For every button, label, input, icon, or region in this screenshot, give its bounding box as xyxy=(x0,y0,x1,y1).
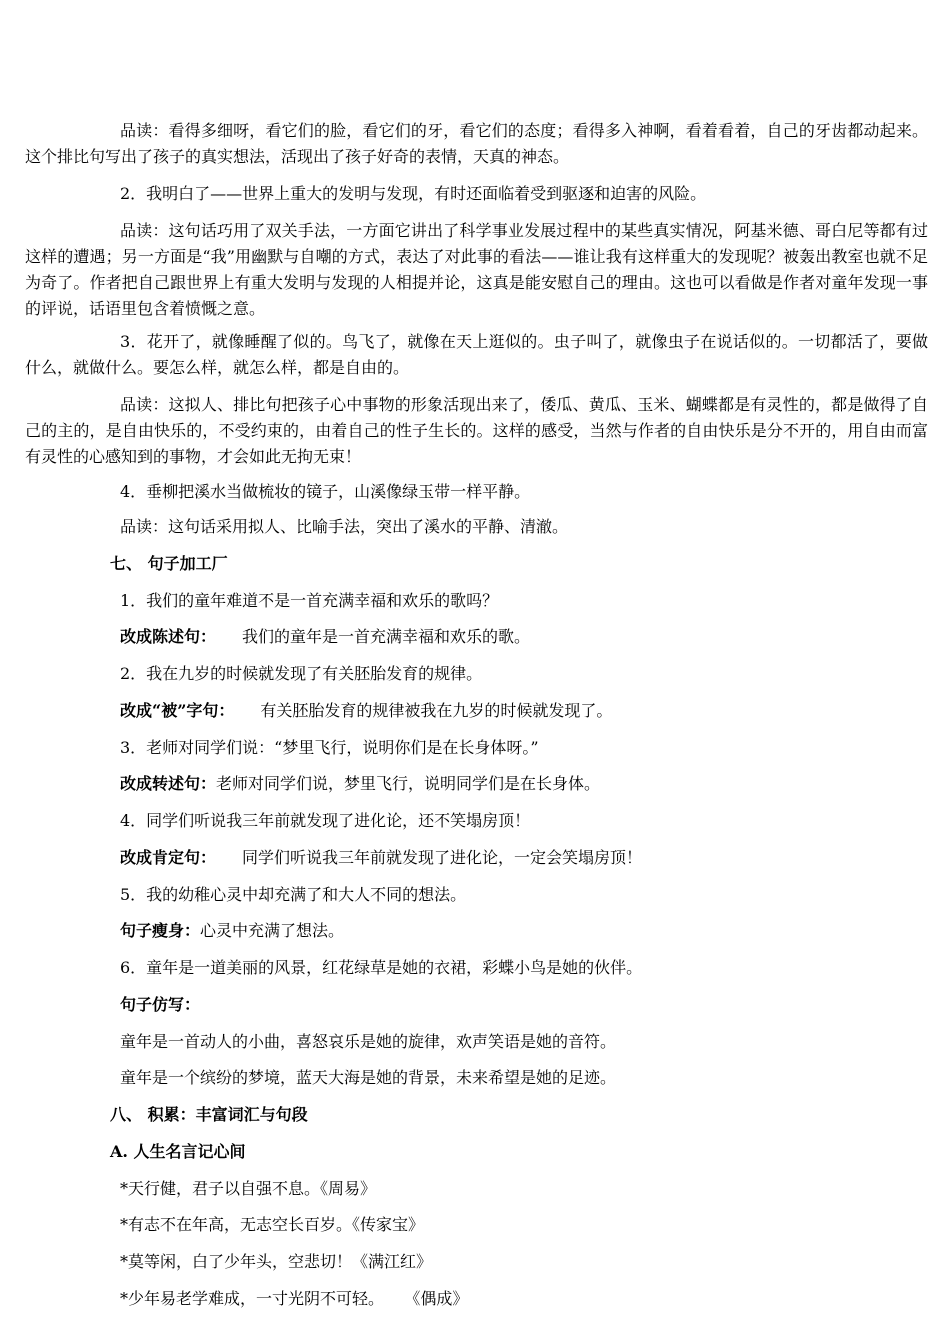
exercise-question-1: 1．我们的童年难道不是一首充满幸福和欢乐的歌吗？ xyxy=(120,591,499,610)
exercise-answer-6-label: 句子仿写： xyxy=(120,995,201,1014)
exercise-answer-2 xyxy=(120,699,612,723)
answer-label: 改成肯定句： xyxy=(120,848,217,867)
exercise-answer-1 xyxy=(120,625,530,649)
exercise-question-5: 5．我的幼稚心灵中却充满了和大人不同的想法。 xyxy=(120,885,467,904)
paragraph-comment-3: 品读：这拟人、排比句把孩子心中事物的形象活现出来了，倭瓜、黄瓜、玉米、蝴蝶都是有灵性的，都是做得了自己的主的，是自由快乐的，不受约束的，由着自己的性子生长的。这样的感受，当然与作者的自由快乐是分不开的，用自由而富有灵性的心感知到的事物，才会如此无拘无束！ xyxy=(25,395,928,466)
paragraph-comment-4: 品读：这句话采用拟人、比喻手法，突出了溪水的平静、清澈。 xyxy=(120,517,569,536)
answer-label: 改成陈述句： xyxy=(120,627,217,646)
paragraph-sentence-3: 3．花开了，就像睡醒了似的。鸟飞了，就像在天上逛似的。虫子叫了，就像虫子在说话似的。一切都活了，要做什么，就做什么。要怎么样，就怎么样，都是自由的。 xyxy=(25,332,928,377)
paragraph-sentence-2: 2．我明白了——世界上重大的发明与发现，有时还面临着受到驱逐和迫害的风险。 xyxy=(120,184,707,203)
imitation-sentence-2: 童年是一个缤纷的梦境，蓝天大海是她的背景，未来希望是她的足迹。 xyxy=(120,1068,617,1087)
exercise-answer-4 xyxy=(120,846,642,870)
section-heading-8: 八、 积累：丰富词汇与句段 xyxy=(110,1105,308,1124)
answer-text: 心灵中充满了想法。 xyxy=(200,921,345,940)
imitation-sentence-1: 童年是一首动人的小曲，喜怒哀乐是她的旋律，欢声笑语是她的音符。 xyxy=(120,1032,617,1051)
exercise-answer-3 xyxy=(120,772,600,796)
answer-label: 改成“被”字句： xyxy=(120,701,235,720)
exercise-question-4: 4．同学们听说我三年前就发现了进化论，还不笑塌房顶！ xyxy=(120,811,531,830)
sub-heading-a: A. 人生名言记心间 xyxy=(110,1142,246,1161)
answer-text: 同学们听说我三年前就发现了进化论，一定会笑塌房顶！ xyxy=(242,848,643,867)
exercise-question-6: 6．童年是一道美丽的风景，红花绿草是她的衣裙，彩蝶小鸟是她的伙伴。 xyxy=(120,958,643,977)
quote-item: *莫等闲，白了少年头，空悲切！《满江红》 xyxy=(120,1252,433,1271)
answer-text: 我们的童年是一首充满幸福和欢乐的歌。 xyxy=(242,627,531,646)
quote-item: *少年易老学难成，一寸光阴不可轻。 《偶成》 xyxy=(120,1289,469,1308)
answer-label: 改成转述句： xyxy=(120,774,217,793)
answer-text: 有关胚胎发育的规律被我在九岁的时候就发现了。 xyxy=(260,701,613,720)
paragraph-comment-2: 品读：这句话巧用了双关手法，一方面它讲出了科学事业发展过程中的某些真实情况，阿基米德、哥白尼等都有过这样的遭遇；另一方面是“我”用幽默与自嘲的方式，表达了对此事的看法——谁让我有这样重大的发现呢？被轰出教室也就不足为奇了。作者把自己跟世界上有重大发明与发现的人相提并论，这真是能安慰自己的理由。这也可以看做是作者对童年发现一事的评说，话语里包含着愤慨之意。 xyxy=(25,221,928,318)
exercise-answer-5 xyxy=(120,919,344,943)
quote-item: *有志不在年高，无志空长百岁。《传家宝》 xyxy=(120,1215,425,1234)
exercise-question-3: 3．老师对同学们说：“梦里飞行，说明你们是在长身体呀。” xyxy=(120,738,539,757)
exercise-question-2: 2．我在九岁的时候就发现了有关胚胎发育的规律。 xyxy=(120,664,483,683)
section-heading-7: 七、 句子加工厂 xyxy=(110,554,228,573)
paragraph-sentence-4: 4．垂柳把溪水当做梳妆的镜子，山溪像绿玉带一样平静。 xyxy=(120,482,531,501)
answer-label: 句子瘦身： xyxy=(120,921,201,940)
answer-text: 老师对同学们说，梦里飞行，说明同学们是在长身体。 xyxy=(216,774,601,793)
paragraph-comment-1: 品读：看得多细呀，看它们的脸，看它们的牙，看它们的态度；看得多入神啊，看着看着，自己的牙齿都动起来。这个排比句写出了孩子的真实想法，活现出了孩子好奇的表情，天真的神态。 xyxy=(25,121,928,166)
quote-item: *天行健，君子以自强不息。《周易》 xyxy=(120,1179,377,1198)
